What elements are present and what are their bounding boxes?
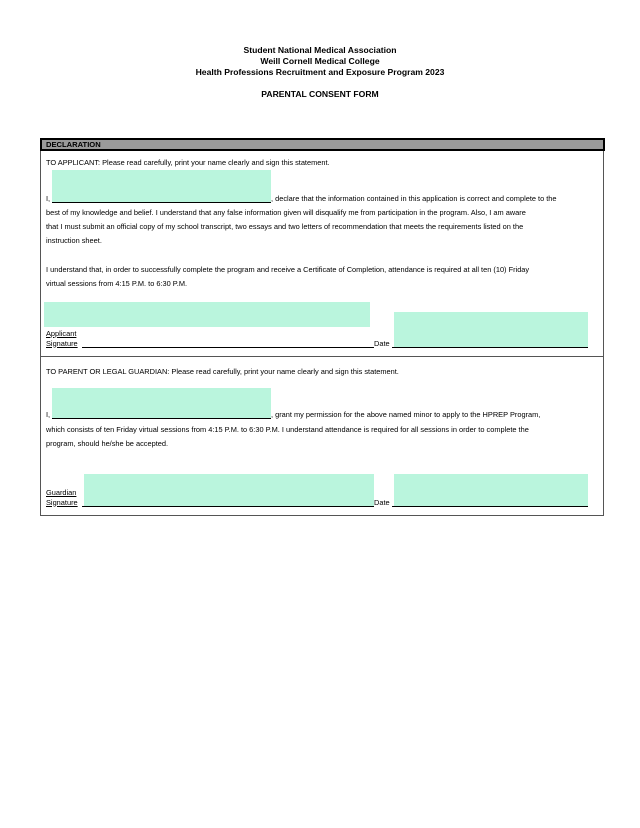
guardian-name-underline [52, 418, 271, 419]
guardian-date-underline [392, 506, 588, 507]
applicant-signature-field[interactable] [44, 302, 370, 327]
program-name: Health Professions Recruitment and Exposure Program 2023 [195, 67, 445, 77]
declaration-bar: DECLARATION [40, 138, 605, 151]
applicant-label: Applicant [46, 329, 77, 338]
declaration-line4: instruction sheet. [46, 236, 102, 245]
guardian-signature-input[interactable] [84, 474, 374, 507]
guardian-signature-field[interactable] [84, 474, 374, 507]
guardian-line2: which consists of ten Friday virtual sessions from 4:15 P.M. to 6:30 P.M. I understand attendance is required for all sessions in order to complete the [46, 425, 529, 434]
guardian-date-field[interactable] [394, 474, 588, 507]
section-divider [40, 356, 604, 357]
guardian-i-prefix: I, [46, 410, 51, 419]
applicant-date-underline [392, 347, 588, 348]
applicant-date-input[interactable] [394, 312, 588, 347]
signature-label: Signature [46, 338, 78, 348]
applicant-instruction: TO APPLICANT: Please read carefully, print your name clearly and sign this statement. [46, 158, 330, 167]
guardian-label: Guardian [46, 488, 77, 497]
guardian-name-field[interactable] [52, 388, 271, 418]
college-name: Weill Cornell Medical College [260, 56, 380, 66]
attendance-line1: I understand that, in order to successfully complete the program and receive a Certificate of Completion, attendance is required at all ten (10) Friday [46, 265, 530, 274]
applicant-signature-input[interactable] [44, 302, 370, 327]
org-name: Student National Medical Association [243, 45, 397, 55]
applicant-date-field[interactable] [394, 312, 588, 347]
guardian-line1-tail: , grant my permission for the above named minor to apply to the HPREP Program, [271, 410, 541, 419]
declaration-line3: that I must submit an official copy of my school transcript, two essays and two letters of recommendation that meets the requirements listed on the [46, 222, 524, 231]
declaration-line1-tail: , declare that the information contained in this application is correct and complete to the [271, 194, 557, 203]
guardian-line3: program, should he/she be accepted. [46, 439, 169, 448]
applicant-date-label: Date [374, 338, 390, 348]
i-prefix: I, [46, 194, 51, 203]
applicant-name-input[interactable] [52, 170, 271, 202]
guardian-instruction: TO PARENT OR LEGAL GUARDIAN: Please read carefully, print your name clearly and sign this statement. [46, 367, 399, 376]
declaration-line2: best of my knowledge and belief. I understand that any false information given will disqualify me from participation in the program. Also, I am aware [46, 208, 526, 217]
guardian-date-input[interactable] [394, 474, 588, 507]
form-title: PARENTAL CONSENT FORM [261, 89, 379, 99]
guardian-signature-label: Signature [46, 497, 78, 507]
guardian-name-input[interactable] [52, 388, 271, 418]
applicant-signature-underline [82, 347, 374, 348]
applicant-name-field[interactable] [52, 170, 271, 202]
applicant-name-underline [52, 202, 271, 203]
guardian-date-label: Date [374, 497, 390, 507]
guardian-signature-underline [82, 506, 374, 507]
attendance-line2: virtual sessions from 4:15 P.M. to 6:30 P.M. [46, 279, 188, 288]
